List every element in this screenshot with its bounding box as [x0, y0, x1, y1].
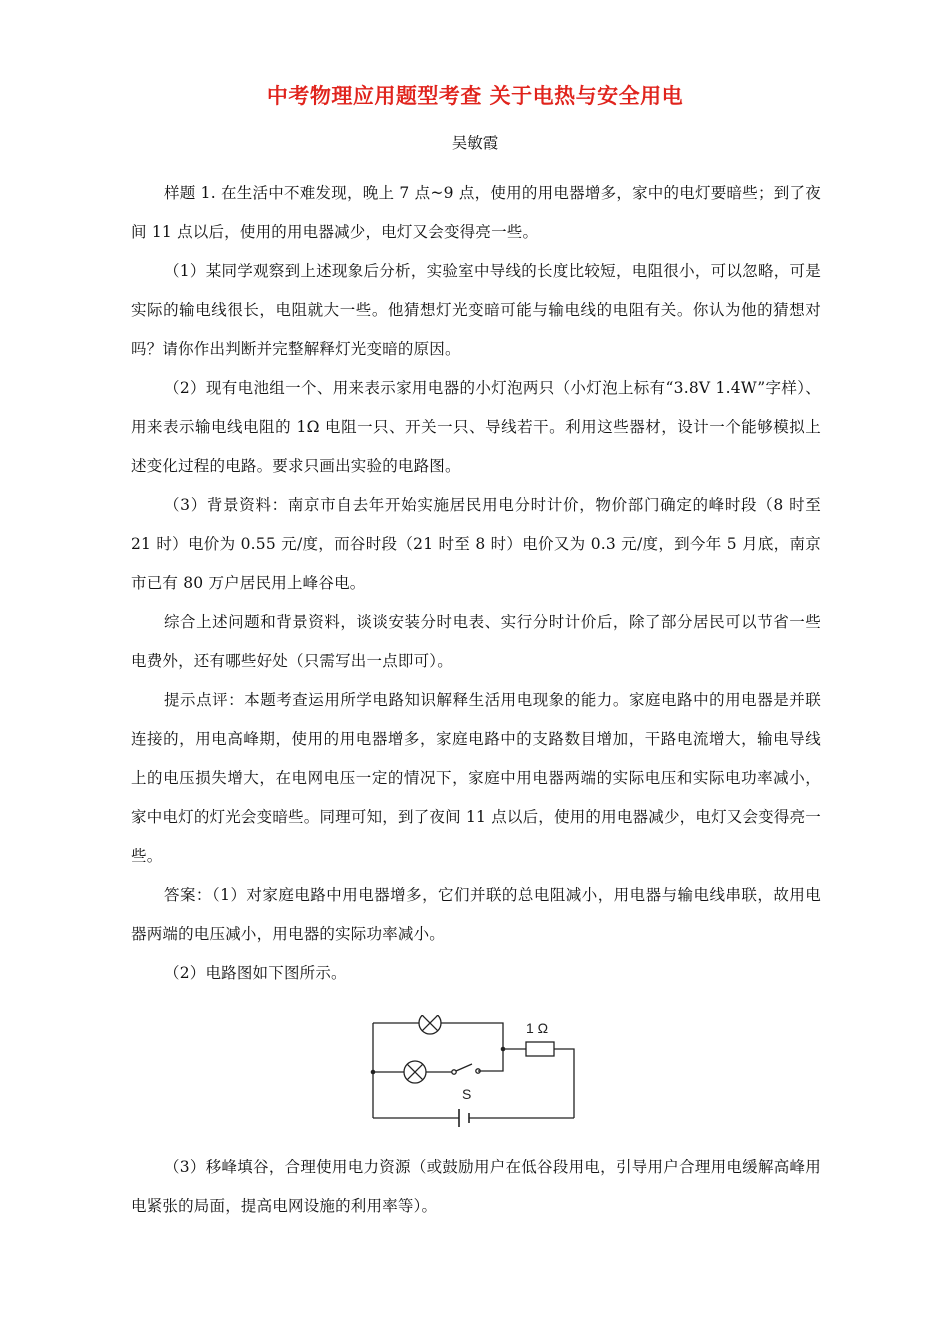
- circuit-resistor-wire: [503, 1049, 574, 1118]
- paragraph-question-2: （2）现有电池组一个、用来表示家用电器的小灯泡两只（小灯泡上标有“3.8V 1.4W”字样）、用来表示输电线电阻的 1Ω 电阻一只、开关一只、导线若干。利用这些器材，设计一个能够模拟上述变化过程的电路。要求只画出实验的电路图。: [131, 379, 821, 475]
- document-title: 中考物理应用题型考查 关于电热与安全用电: [266, 83, 684, 108]
- paragraph-answer-2: （2）电路图如下图所示。: [164, 964, 347, 982]
- paragraph-summary-question: 综合上述问题和背景资料，谈谈安装分时电表、实行分时计价后，除了部分居民可以节省一些电费外，还有哪些好处（只需写出一点即可）。: [131, 613, 821, 670]
- junction-dot-right: [501, 1047, 506, 1052]
- switch-label: S: [462, 1086, 472, 1102]
- document-body: [131, 174, 821, 993]
- paragraph-question-1: （1）某同学观察到上述现象后分析，实验室中导线的长度比较短，电阻很小，可以忽略，可是实际的输电线很长，电阻就大一些。他猜想灯光变暗可能与输电线的电阻有关。你认为他的猜想对吗？请你作出判断并完整解释灯光变暗的原因。: [131, 262, 821, 358]
- paragraph-hint-comment: 提示点评：本题考查运用所学电路知识解释生活用电现象的能力。家庭电路中的用电器是并联连接的，用电高峰期，使用的用电器增多，家庭电路中的支路数目增加，干路电流增大，输电导线上的电压损失增大，在电网电压一定的情况下，家庭中用电器两端的实际电压和实际电功率减小，家中电灯的灯光会变暗些。同理可知，到了夜间 11 点以后，使用的用电器减少，电灯又会变得亮一些。: [131, 691, 821, 865]
- battery-icon: [459, 1109, 469, 1127]
- author-name: 吴敏霞: [451, 134, 499, 152]
- resistor-icon: [526, 1042, 554, 1056]
- paragraph-question-3: （3）背景资料：南京市自去年开始实施居民用电分时计价，物价部门确定的峰时段（8 时至 21 时）电价为 0.55 元/度，而谷时段（21 时至 8 时）电价又为 0.3 元/度，到今年 5 月底，南京市已有 80 万户居民用上峰谷电。: [131, 496, 821, 592]
- circuit-middle-branch-wire: [373, 1049, 503, 1072]
- paragraph-answer-3: （3）移峰填谷，合理使用电力资源（或鼓励用户在低谷段用电，引导用户合理用电缓解高峰用电紧张的局面，提高电网设施的利用率等）。: [131, 1158, 821, 1215]
- document-body-tail: [131, 1148, 821, 1226]
- circuit-diagram: [368, 1015, 583, 1129]
- circuit-top-branch-wire: [373, 1023, 503, 1049]
- paragraph-answer-1: 答案：（1）对家庭电路中用电器增多，它们并联的总电阻减小，用电器与输电线串联，故用电器两端的电压减小，用电器的实际功率减小。: [131, 886, 821, 943]
- paragraph-sample-question: 样题 1. 在生活中不难发现，晚上 7 点~9 点，使用的用电器增多，家中的电灯要暗些；到了夜间 11 点以后，使用的用电器减少，电灯又会变得亮一些。: [131, 184, 821, 241]
- switch-icon: [452, 1070, 456, 1074]
- junction-dot-left: [371, 1070, 376, 1075]
- resistor-label: 1 Ω: [526, 1020, 549, 1036]
- lamp-1-icon: [419, 1015, 441, 1034]
